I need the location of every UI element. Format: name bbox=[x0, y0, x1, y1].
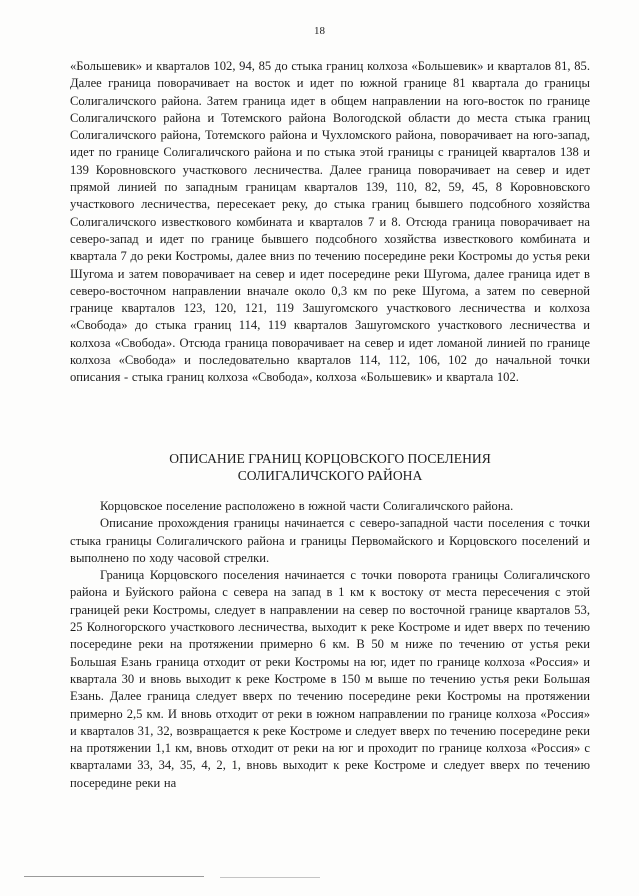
text-block-bottom bbox=[70, 498, 590, 792]
paragraph-location: Корцовское поселение расположено в южной части Солигаличского района. bbox=[100, 499, 514, 513]
page-number: 18 bbox=[314, 25, 325, 37]
paragraph-description-start: Описание прохождения границы начинается с северо-западной части поселения с точки стыка границы Солигаличского района и границы Первомайского и Корцовского поселений и выполнено по ходу часовой стрелки. bbox=[70, 516, 590, 565]
text-block-top bbox=[70, 58, 590, 387]
section-heading-line-2: СОЛИГАЛИЧСКОГО РАЙОНА bbox=[237, 468, 423, 483]
scan-edge-line-faint bbox=[220, 877, 320, 878]
scan-edge-line bbox=[24, 876, 204, 877]
paragraph-boundary-continuation: «Большевик» и кварталов 102, 94, 85 до стыка границ колхоза «Большевик» и кварталов 81, 85. Далее граница поворачивает на восток и идет по южной границе 81 квартала до границы Солигаличского района. Затем граница идет в общем направлении на юго-восток по границе Солигаличского района и Тотемского района Вологодской области до места стыка границ Солигаличского района, Тотемского района и Чухломского района, поворачивает на юго-запад, идет по границе Солигаличского района и по стыка этой границы с границей кварталов 138 и 139 Коровновского участкового лесничества. Далее граница поворачивает на север и идет прямой линией по западным границам кварталов 139, 110, 82, 59, 45, 8 Коровновского участкового лесничества, пересекает реку, до стыка границ бывшего подсобного хозяйства Солигаличского известкового комбината и кварталов 7 и 8. Отсюда граница поворачивает на северо-запад и идет по границе бывшего подсобного хозяйства известкового комбината и квартала 7 до реки Костромы, далее вниз по течению посередине реки Костромы до устья реки Шугома и затем поворачивает на север и идет посередине реки Шугома, далее граница идет в северо-восточном направлении вначале около 0,3 км по реке Шугома, а затем по северной границе кварталов 123, 120, 121, 119 Зашугомского участкового лесничества и колхоза «Свобода» до стыка границ 114, 119 кварталов Зашугомского участкового лесничества и колхоза «Свобода». Отсюда граница поворачивает на север и идет ломаной линией по границе колхоза «Свобода» и последовательно кварталов 114, 112, 106, 102 до начальной точки описания - стыка границ колхоза «Свобода», колхоза «Большевик» и квартала 102. bbox=[70, 59, 590, 385]
section-heading-line-1: ОПИСАНИЕ ГРАНИЦ КОРЦОВСКОГО ПОСЕЛЕНИЯ bbox=[169, 451, 491, 466]
paragraph-boundary-route: Граница Корцовского поселения начинается с точки поворота границы Солигаличского района и Буйского района с севера на запад в 1 км к востоку от места пересечения с этой границей реки Костромы, следует в направлении на север по восточной границе кварталов 53, 25 Колногорского участкового лесничества, выходит к реке Костроме и идет вверх по течению посередине реки на протяжении примерно 6 км. В 50 м ниже по течению от устья реки Большая Езань граница отходит от реки Костромы на юг, идет по границе колхоза «Россия» и квартала 30 и вновь выходит к реке Костроме в 150 м выше по течению устья реки Большая Езань. Далее граница следует вверх по течению посередине реки Костромы на протяжении примерно 2,5 км. И вновь отходит от реки в южном направлении по границе колхоза «Россия» и кварталов 31, 32, возвращается к реке Костроме и следует вверх по течению посередине реки на протяжении 1,1 км, вновь отходит от реки на юг и проходит по границе колхоза «Россия» с кварталами 33, 34, 35, 4, 2, 1, вновь выходит к реке Костроме и следует вверх по течению посередине реки на bbox=[70, 568, 590, 790]
section-heading bbox=[70, 450, 590, 484]
